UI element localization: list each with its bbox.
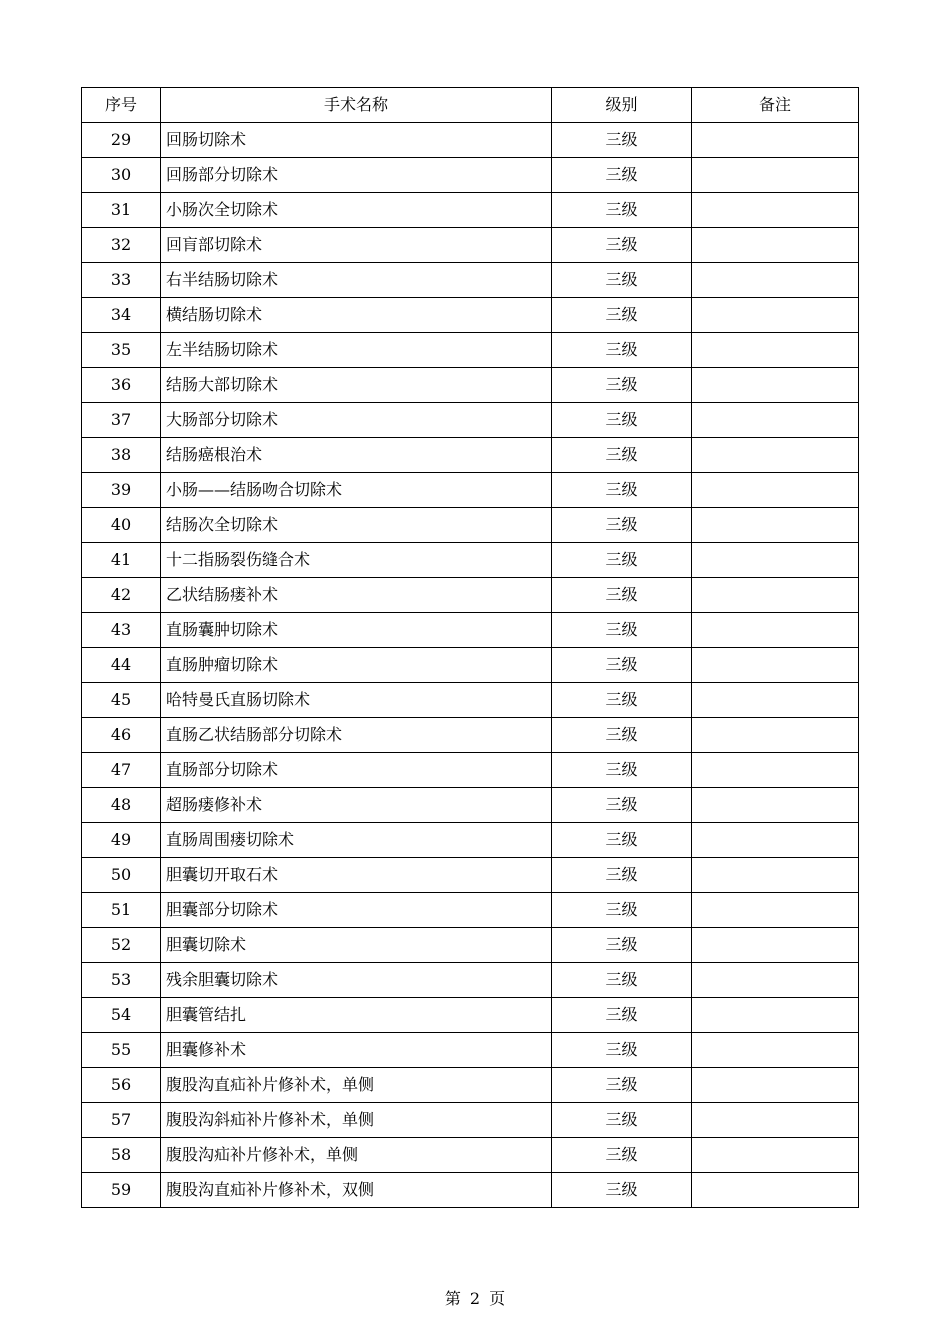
cell-name: 直肠周围瘘切除术 <box>161 823 552 858</box>
cell-name: 腹股沟直疝补片修补术，双侧 <box>161 1173 552 1208</box>
cell-num: 37 <box>82 403 161 438</box>
table-row <box>82 858 859 893</box>
cell-num: 31 <box>82 193 161 228</box>
table-row <box>82 298 859 333</box>
table-row <box>82 578 859 613</box>
cell-num: 55 <box>82 1033 161 1068</box>
cell-name: 大肠部分切除术 <box>161 403 552 438</box>
cell-note <box>692 788 859 823</box>
cell-num: 40 <box>82 508 161 543</box>
cell-level: 三级 <box>552 403 692 438</box>
cell-num: 30 <box>82 158 161 193</box>
cell-level: 三级 <box>552 263 692 298</box>
cell-name: 胆囊部分切除术 <box>161 893 552 928</box>
table-row <box>82 893 859 928</box>
cell-level: 三级 <box>552 648 692 683</box>
cell-note <box>692 998 859 1033</box>
cell-name: 小肠——结肠吻合切除术 <box>161 473 552 508</box>
cell-note <box>692 1173 859 1208</box>
cell-level: 三级 <box>552 578 692 613</box>
cell-level: 三级 <box>552 858 692 893</box>
cell-level: 三级 <box>552 158 692 193</box>
table-row <box>82 403 859 438</box>
cell-note <box>692 298 859 333</box>
cell-num: 42 <box>82 578 161 613</box>
table-row <box>82 1068 859 1103</box>
surgery-table <box>81 87 859 1208</box>
table-row <box>82 718 859 753</box>
cell-name: 十二指肠裂伤缝合术 <box>161 543 552 578</box>
cell-num: 48 <box>82 788 161 823</box>
cell-note <box>692 893 859 928</box>
cell-level: 三级 <box>552 1173 692 1208</box>
cell-level: 三级 <box>552 718 692 753</box>
table-row <box>82 333 859 368</box>
cell-num: 57 <box>82 1103 161 1138</box>
cell-name: 哈特曼氏直肠切除术 <box>161 683 552 718</box>
table-row <box>82 998 859 1033</box>
cell-name: 胆囊切除术 <box>161 928 552 963</box>
cell-name: 左半结肠切除术 <box>161 333 552 368</box>
table-header <box>82 88 859 123</box>
cell-level: 三级 <box>552 543 692 578</box>
cell-num: 43 <box>82 613 161 648</box>
cell-note <box>692 368 859 403</box>
table-row <box>82 1138 859 1173</box>
cell-note <box>692 683 859 718</box>
header-num: 序号 <box>82 88 161 123</box>
cell-name: 胆囊切开取石术 <box>161 858 552 893</box>
cell-note <box>692 508 859 543</box>
cell-level: 三级 <box>552 508 692 543</box>
cell-note <box>692 123 859 158</box>
cell-name: 结肠大部切除术 <box>161 368 552 403</box>
cell-note <box>692 1138 859 1173</box>
cell-level: 三级 <box>552 823 692 858</box>
table-row <box>82 683 859 718</box>
cell-num: 52 <box>82 928 161 963</box>
cell-num: 38 <box>82 438 161 473</box>
cell-note <box>692 1103 859 1138</box>
cell-note <box>692 963 859 998</box>
cell-num: 53 <box>82 963 161 998</box>
cell-level: 三级 <box>552 193 692 228</box>
table-body <box>82 123 859 1208</box>
table-row <box>82 193 859 228</box>
cell-num: 51 <box>82 893 161 928</box>
table-row <box>82 123 859 158</box>
table-row <box>82 508 859 543</box>
cell-name: 残余胆囊切除术 <box>161 963 552 998</box>
cell-note <box>692 928 859 963</box>
cell-num: 39 <box>82 473 161 508</box>
cell-name: 右半结肠切除术 <box>161 263 552 298</box>
cell-name: 结肠次全切除术 <box>161 508 552 543</box>
page-number: 第 2 页 <box>444 1289 506 1308</box>
cell-level: 三级 <box>552 928 692 963</box>
cell-note <box>692 718 859 753</box>
header-note: 备注 <box>692 88 859 123</box>
cell-note <box>692 543 859 578</box>
cell-num: 32 <box>82 228 161 263</box>
cell-name: 乙状结肠瘘补术 <box>161 578 552 613</box>
cell-name: 腹股沟疝补片修补术，单侧 <box>161 1138 552 1173</box>
table-row <box>82 438 859 473</box>
table-header-row <box>82 88 859 123</box>
cell-note <box>692 403 859 438</box>
cell-name: 腹股沟直疝补片修补术，单侧 <box>161 1068 552 1103</box>
cell-note <box>692 648 859 683</box>
cell-num: 56 <box>82 1068 161 1103</box>
cell-level: 三级 <box>552 1033 692 1068</box>
table-row <box>82 613 859 648</box>
table-row <box>82 963 859 998</box>
cell-num: 35 <box>82 333 161 368</box>
cell-note <box>692 473 859 508</box>
cell-name: 胆囊管结扎 <box>161 998 552 1033</box>
cell-name: 回肓部切除术 <box>161 228 552 263</box>
table-row <box>82 368 859 403</box>
cell-name: 回肠部分切除术 <box>161 158 552 193</box>
cell-name: 横结肠切除术 <box>161 298 552 333</box>
cell-note <box>692 333 859 368</box>
cell-num: 49 <box>82 823 161 858</box>
table-row <box>82 543 859 578</box>
cell-name: 胆囊修补术 <box>161 1033 552 1068</box>
cell-name: 直肠囊肿切除术 <box>161 613 552 648</box>
cell-level: 三级 <box>552 963 692 998</box>
table-row <box>82 228 859 263</box>
table-row <box>82 473 859 508</box>
cell-note <box>692 228 859 263</box>
cell-name: 腹股沟斜疝补片修补术，单侧 <box>161 1103 552 1138</box>
cell-level: 三级 <box>552 613 692 648</box>
cell-level: 三级 <box>552 683 692 718</box>
cell-num: 54 <box>82 998 161 1033</box>
cell-level: 三级 <box>552 753 692 788</box>
cell-name: 超肠瘘修补术 <box>161 788 552 823</box>
cell-note <box>692 578 859 613</box>
cell-note <box>692 613 859 648</box>
header-level: 级别 <box>552 88 692 123</box>
table-row <box>82 928 859 963</box>
cell-num: 41 <box>82 543 161 578</box>
cell-level: 三级 <box>552 368 692 403</box>
table-row <box>82 158 859 193</box>
cell-note <box>692 263 859 298</box>
cell-level: 三级 <box>552 438 692 473</box>
cell-name: 结肠癌根治术 <box>161 438 552 473</box>
cell-num: 46 <box>82 718 161 753</box>
cell-level: 三级 <box>552 123 692 158</box>
cell-level: 三级 <box>552 298 692 333</box>
header-name: 手术名称 <box>161 88 552 123</box>
table-row <box>82 1173 859 1208</box>
cell-level: 三级 <box>552 228 692 263</box>
cell-level: 三级 <box>552 1103 692 1138</box>
cell-name: 直肠肿瘤切除术 <box>161 648 552 683</box>
cell-num: 36 <box>82 368 161 403</box>
table-row <box>82 648 859 683</box>
cell-note <box>692 823 859 858</box>
cell-note <box>692 1033 859 1068</box>
cell-level: 三级 <box>552 1138 692 1173</box>
table-row <box>82 753 859 788</box>
cell-num: 47 <box>82 753 161 788</box>
cell-num: 33 <box>82 263 161 298</box>
cell-note <box>692 753 859 788</box>
cell-name: 回肠切除术 <box>161 123 552 158</box>
table-row <box>82 788 859 823</box>
cell-num: 58 <box>82 1138 161 1173</box>
cell-num: 50 <box>82 858 161 893</box>
cell-level: 三级 <box>552 788 692 823</box>
cell-level: 三级 <box>552 1068 692 1103</box>
cell-num: 34 <box>82 298 161 333</box>
cell-num: 29 <box>82 123 161 158</box>
table-row <box>82 1103 859 1138</box>
cell-name: 小肠次全切除术 <box>161 193 552 228</box>
cell-level: 三级 <box>552 333 692 368</box>
cell-level: 三级 <box>552 893 692 928</box>
cell-note <box>692 858 859 893</box>
cell-level: 三级 <box>552 473 692 508</box>
cell-name: 直肠乙状结肠部分切除术 <box>161 718 552 753</box>
cell-name: 直肠部分切除术 <box>161 753 552 788</box>
table-row <box>82 263 859 298</box>
table-row <box>82 823 859 858</box>
cell-note <box>692 1068 859 1103</box>
cell-num: 44 <box>82 648 161 683</box>
cell-note <box>692 438 859 473</box>
cell-num: 59 <box>82 1173 161 1208</box>
cell-level: 三级 <box>552 998 692 1033</box>
cell-note <box>692 193 859 228</box>
table-row <box>82 1033 859 1068</box>
cell-num: 45 <box>82 683 161 718</box>
cell-note <box>692 158 859 193</box>
